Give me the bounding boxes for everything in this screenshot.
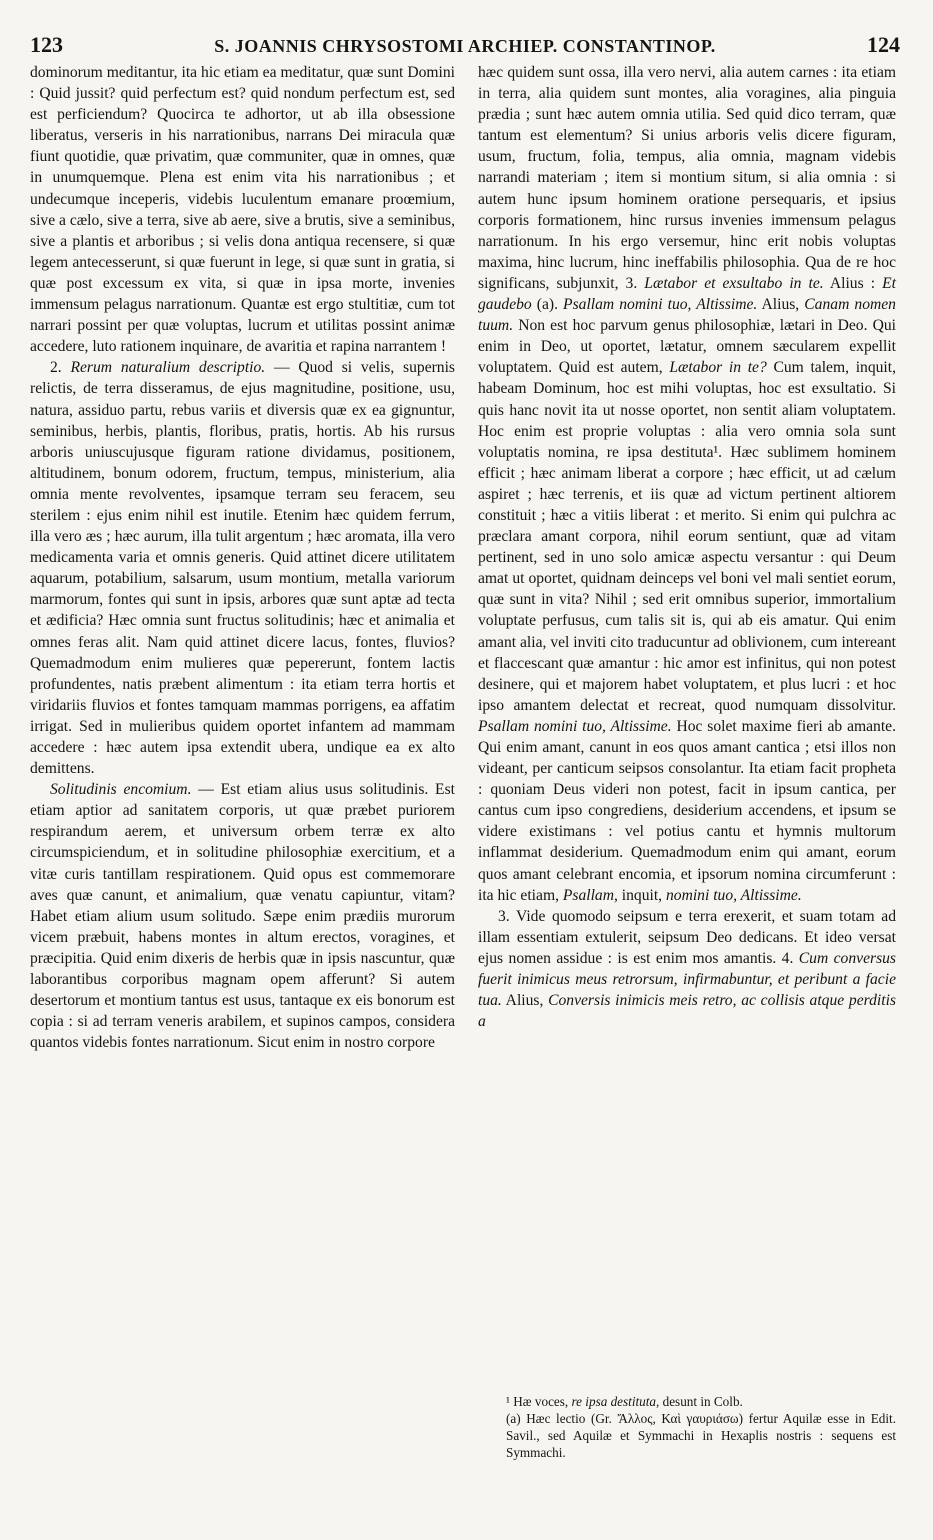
text-run: inquit, [617,886,666,904]
scripture-quote: Lætabor in te? [669,359,767,377]
scripture-quote: Conversis inimicis meis retro, ac collisis atque perditis a [478,992,896,1031]
right-page-number: 124 [866,32,900,57]
scripture-quote: Lætabor et exsultabo in te. [644,274,824,292]
running-header [30,32,900,62]
scripture-quote: Cum conversus fuerit inimicus meus retrorsum, infirmabuntur, et peribunt a facie tua. [478,949,896,1010]
text-run: hæc quidem sunt ossa, illa vero nervi, alia autem carnes : ita etiam in terra, alia quidem sunt montes, alia voragines, alia pinguia prædia ; sunt hæc autem omnia utilia. Sed quid dico terram, quæ tantum est elementum? Si unius arboris velis dicere figuram, usum, fructum, folia, tempus, alia omnia, magnam videbis narrandi materiam ; item si montium situm, si alia omnia : si autem hunc ipsum hominem oratione persequaris, et ipsius corporis formationem, hinc rursus invenies immensum pelagus narrationum. In his ergo versemur, hinc erit nobis voluptas maxima, hinc lucrum, hinc ineffabilis philosophia. Qua de re hoc significans, subjunxit, 3. [478,64,896,292]
section-number: 2. [50,359,62,377]
scripture-quote: Psallam, [562,886,618,904]
text-run: Alius : [823,274,883,292]
scripture-quote: Psallam nomini tuo, Altissime. [478,717,672,735]
running-title: S. JOANNIS CHRYSOSTOMI ARCHIEP. CONSTANTINOP. [214,36,716,56]
left-column [30,62,455,1053]
right-column [478,62,896,1032]
footnotes [478,1393,896,1461]
text-run-italic: re ipsa destituta [571,1394,657,1409]
paragraph [478,906,896,1033]
scripture-quote: nomini tuo, Altissime. [665,886,802,904]
text-run: , desunt in Colb. [656,1394,743,1409]
text-run: Alius, [757,296,805,314]
paragraph: dominorum meditantur, ita hic etiam ea meditatur, quæ sunt Domini : Quid jussit? quid perfectum est? quid nondum perfectum est, sed est perficiendum? Quocirca te adhortor, ut ab illa obsessione liberatus, verseris in his narrationibus, narrans Dei miracula quæ fiunt quotidie, quæ privatim, quæ communiter, quæ in omnes, quæ in unumquemque. Plena est enim vita his narrationibus ; et undecumque inceperis, videbis luculentum emanare proœmium, sive a cælo, sive a terra, sive ab aere, sive a brutis, sive a seminibus, sive a plantis et arboribus ; si velis dona antiqua recensere, si quæ legem antecesserunt, si quæ fuerunt in lege, si quæ sunt in gratia, si quæ post excessum ex vita, si quæ in ipsa morte, invenies immensum pelagus narrationum. Quantæ est ergo stultitiæ, cum tot narrari possint per quæ voluptas, lucrum et utilitas possint animæ accedere, luto rationem inquinare, de avaritia et rapina narrantem ! [30,64,455,356]
scripture-quote: Canam nomen tuum. [478,296,896,335]
scripture-quote: Psallam nomini tuo, Altissime. [563,296,758,314]
text-run: Hæ voces, [509,1394,572,1409]
paragraph-body: — Est etiam alius usus solitudinis. Est etiam aptior ad sanitatem corporis, ut quæ præbet puriorem respirandum aerem, et universum orbem terræ ex alto circumspiciendum, et in solitudine philosophiæ exercitium, et a vitæ curis tantillam respirationem. Quid opus est commemorare aves quæ canunt, et animalium, quæ venatu capiuntur, vitam? Habet etiam alium usum solitudo. Sæpe enim prædiis murorum vicem præbuit, habens montes in altum erectos, voragines, et præcipitia. Quid enim dixeris de herbis quæ in ipsis nascuntur, quæ laborantibus corporibus magnam opem afferunt? Si autem desertorum et montium tantus est usus, tantaque ex eis bonorum est copia : si ad terram veneris arabilem, et supinos campos, considera quantos videbis fontes narrationum. Sicut enim in nostro corpore [30,781,455,1052]
footnote-mark: ¹ [506,1394,510,1409]
text-run: 3. Vide quomodo seipsum e terra erexerit, et suam totam ad illam essentiam extulerit, seipsum Deo dedicans. Et ideo versat ejus nomen assidue : is est enim mos amantis. 4. [478,907,896,967]
paragraph [478,62,896,906]
text-run: Hoc solet maxime fieri ab amante. Qui enim amant, canunt in eos quos amant cantica ; etsi illos non videant, per canticum seipsos consolantur. Ita etiam facit propheta : quoniam Deus videri non potest, facit in ipsum cantica, per cantus cum ipso congrediens, desiderium accendens, et ipsum se videre existimans : vel potius cantu et hymnis multorum inflammat desiderium. Quemadmodum enim qui amant, eorum quos amant celebrant encomia, et ipsorum nomina circumferunt : ita hic etiam, [478,717,896,904]
footnote-1 [478,1393,896,1410]
text-run: Non est hoc parvum genus philosophiæ, lætari in Deo. Qui enim in Deo, ut oportet, lætatur, omnem sæcularem expellit voluptatem. Quid est autem, [478,317,896,377]
section-title: Solitudinis encomium. [50,781,192,799]
scripture-quote: Et gaudebo [478,274,896,314]
section-title: Rerum naturalium descriptio. [70,359,266,377]
text-run: (a). [531,296,564,314]
text-run: Alius, [501,992,549,1010]
left-page-number: 123 [30,32,63,57]
section-paragraph [30,779,455,1053]
text-run: Cum talem, inquit, habeam Dominum, hoc est mihi voluptas, hoc est exsultatio. Si quis hanc novit ita ut nosse oportet, non sentit aliam voluptatem. Hoc enim est proprie voluptas : alia vero omnia sola sunt voluptatis nomina, re ipsa destituta¹. Hæc sublimem hominem efficit ; hæc animam liberat a corpore ; hæc efficit, ut ad cælum aspiret ; hæc terrenis, et iis quæ ad victum pertinent altiorem constituit ; hæc a vitiis liberat : et merito. Si enim qui pulchra ac præclara amant corpora, nihil eorum sentiunt, quæ ad vitam pertinent, sed in uno solo amicæ aspectu versantur : qui Deum amat ut oportet, quidnam deinceps vel boni vel mali sentiet eorum, quæ sunt in vita? Nihil ; sed erit omnibus superior, immortalium voluptate perfusus, cum talis sit is, qui ab eis amatur. Qui enim amant alia, vel inviti cito traducuntur ad oblivionem, cum intereant et flaccescant quæ amantur : hic amor est infinitus, qui non potest desinere, qui et majorem habet voluptatem, et plus lucri : et hoc ipso amantem delectat et recreat, quod numquam dissolvitur. [478,359,896,714]
paragraph-body: — Quod si velis, supernis relictis, de terra disseramus, de ejus magnitudine, positione, usu, natura, assiduo partu, rebus variis et diversis quæ ex ea gignuntur, seminibus, herbis, plantis, floribus, pratis, hortis. Ab his rursus arboris uniuscujusque figuram ratione dividamus, positionem, altitudinem, bonum odorem, fructum, tempus, ministerium, alia omnia mente revolventes, ipsamque terram seu feracem, seu sterilem : ejus enim nihil est inutile. Etenim hæc quidem ferrum, illa vero æs ; hæc aurum, illa tulit argentum ; hæc aromata, illa vero medicamenta varia et omnis generis. Quid attinet dicere utilitatem aquarum, potabilium, salsarum, usum montium, metalla variorum marmorum, fontes qui sunt in ipsis, arbores quæ sunt aptæ ad tecta et ædificia? Hæc omnia sunt fructus solitudinis; hæc et animalia et omnes feras alit. Nam quid attinet dicere lacus, fontes, fluvios? Quemadmodum enim mulieres quæ pepererunt, fontem lactis profundentes, natis præbent alimentum : ita etiam terra hortis et viridariis fluvios et fontes tamquam mammas porrigens, ea affatim irrigat. Sed in mulieribus quidem oportet infantem ad mammam accedere : hæc autem ipsa extendit ubera, undique ea ex alto demittens. [30,359,456,778]
footnote-a: (a) Hæc lectio (Gr. Ἄλλος, Καὶ γαυριάσω) fertur Aquilæ esse in Edit. Savil., sed Aquilæ et Symmachi in Hexaplis nostris : sequens est Symmachi. [506,1411,896,1460]
section-paragraph [30,357,455,779]
